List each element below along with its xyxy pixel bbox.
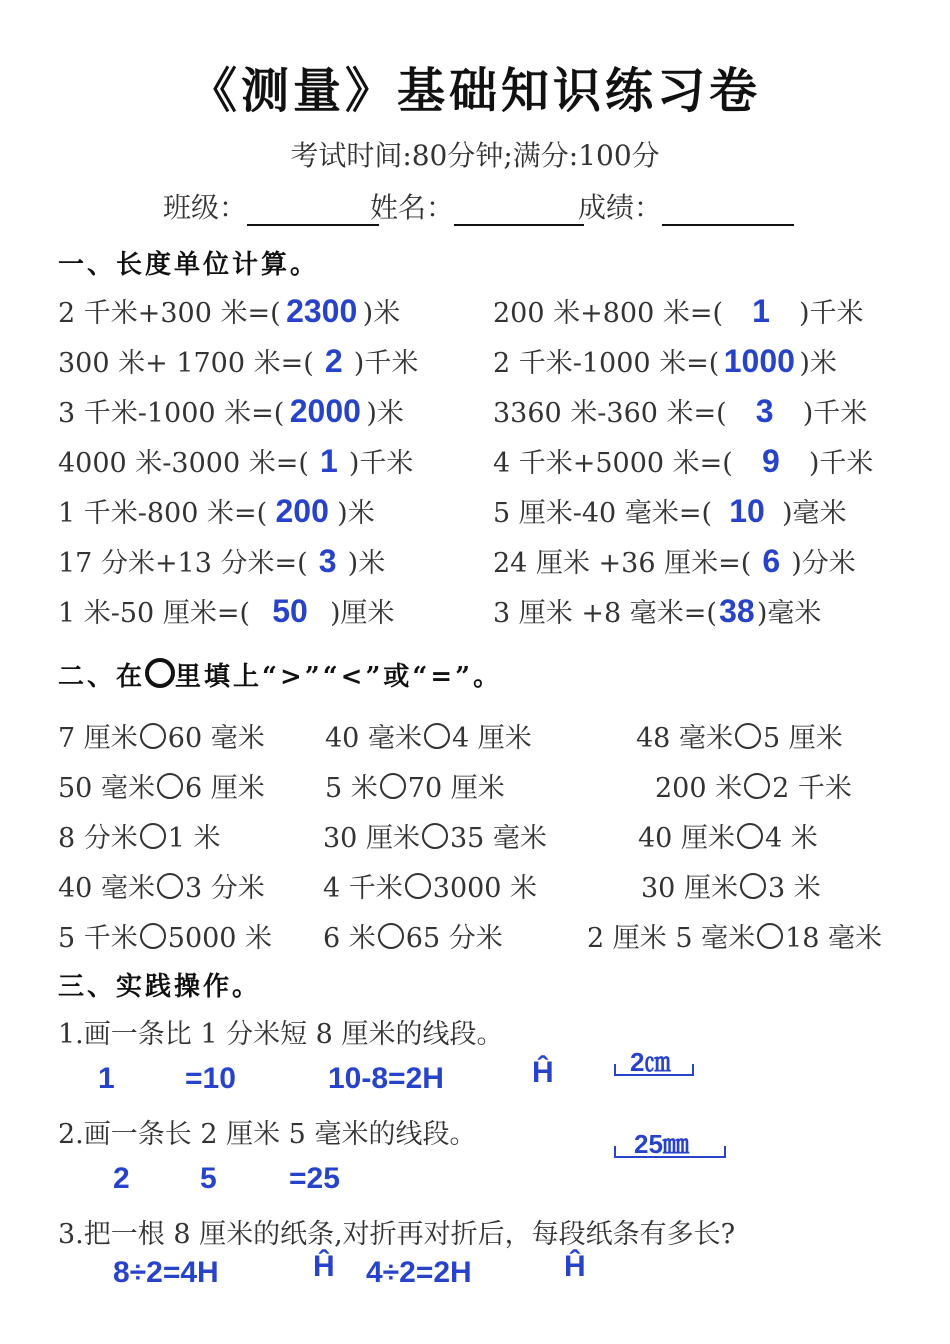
unit-text: )毫米: [756, 598, 822, 629]
question-text: 300 米+ 1700 米=(: [58, 348, 314, 379]
question-text: 3360 米-360 米=(: [493, 398, 727, 429]
compare-right: 60 毫米: [167, 723, 265, 754]
section2-heading-pre: 二、在: [58, 662, 146, 692]
unit-text: )米: [366, 398, 404, 429]
compare-left: 200 米: [655, 773, 743, 804]
unit-text: )厘米: [329, 598, 395, 629]
compare-left: 4 千米: [323, 873, 403, 904]
compare-question: [636, 716, 843, 755]
q1-work-2: =10: [185, 1062, 236, 1095]
unit-text: )千米: [353, 348, 419, 379]
calc-question: [58, 341, 418, 380]
calc-question: [493, 291, 864, 330]
compare-circle-icon[interactable]: [744, 773, 770, 799]
q2-work-2: 5: [200, 1162, 217, 1195]
question-text: 1 千米-800 米=(: [58, 498, 268, 529]
calc-question: [58, 291, 400, 330]
compare-right: 70 厘米: [407, 773, 505, 804]
compare-left: 6 米: [323, 923, 376, 954]
question-text: 2 千米+300 米=(: [58, 298, 281, 329]
q2-work-1: 2: [113, 1162, 130, 1195]
compare-left: 7 厘米: [58, 723, 138, 754]
answer[interactable]: 6: [762, 543, 781, 579]
calc-question: [58, 441, 413, 480]
q3-work-2: Ĥ: [313, 1250, 335, 1283]
calc-question: [493, 441, 873, 480]
compare-right: 4 厘米: [451, 723, 532, 754]
question-text: 4000 米-3000 米=(: [58, 448, 309, 479]
question-3-1: 1.画一条比 1 分米短 8 厘米的线段。: [58, 1019, 504, 1050]
calc-question: [58, 591, 395, 630]
question-3-2: 2.画一条长 2 厘米 5 毫米的线段。: [58, 1119, 477, 1150]
compare-circle-icon[interactable]: [424, 723, 450, 749]
compare-question: [58, 916, 272, 955]
compare-right: 35 毫米: [449, 823, 547, 854]
compare-left: 5 米: [325, 773, 378, 804]
compare-question: [638, 816, 818, 855]
answer[interactable]: 3: [318, 543, 337, 579]
q2-work-3: =25: [289, 1162, 340, 1195]
compare-question: [323, 816, 547, 855]
compare-left: 40 厘米: [638, 823, 735, 854]
compare-left: 40 毫米: [58, 873, 155, 904]
compare-left: 5 千米: [58, 923, 138, 954]
compare-question: [641, 866, 821, 905]
class-field: [163, 186, 379, 226]
compare-question: [58, 866, 265, 905]
compare-circle-icon[interactable]: [380, 773, 406, 799]
answer[interactable]: 2: [324, 343, 343, 379]
compare-circle-icon[interactable]: [140, 723, 166, 749]
question-text: 200 米+800 米=(: [493, 298, 724, 329]
unit-text: )千米: [799, 298, 864, 329]
calc-question: [493, 491, 847, 530]
compare-right: 3 分米: [184, 873, 265, 904]
q3-work-3: 4÷2=2H: [366, 1256, 472, 1289]
calc-question: [58, 391, 404, 430]
unit-text: )米: [362, 298, 401, 329]
compare-left: 48 毫米: [636, 723, 733, 754]
question-3-3: 3.把一根 8 厘米的纸条,对折再对折后，每段纸条有多长?: [58, 1219, 736, 1250]
class-blank[interactable]: [247, 196, 379, 226]
compare-circle-icon[interactable]: [157, 773, 183, 799]
calc-question: [58, 491, 375, 530]
unit-text: )毫米: [781, 498, 847, 529]
compare-right: 4 米: [764, 823, 818, 854]
compare-left: 8 分米: [58, 823, 138, 854]
answer[interactable]: 2300: [286, 293, 358, 329]
question-text: 3 厘米 +8 毫米=(: [493, 598, 717, 629]
section1-heading: 一、长度单位计算。: [58, 250, 320, 280]
compare-circle-icon[interactable]: [140, 823, 166, 849]
compare-left: 30 厘米: [641, 873, 738, 904]
q2-segment-label: 25㎜: [634, 1129, 689, 1159]
compare-right: 5 厘米: [762, 723, 843, 754]
answer[interactable]: 200: [275, 493, 329, 529]
q1-work-1: 1: [98, 1062, 115, 1095]
question-text: 5 厘米-40 毫米=(: [493, 498, 712, 529]
q2-drawn-segment: [614, 1146, 726, 1158]
compare-question: [323, 866, 537, 905]
compare-left: 50 毫米: [58, 773, 155, 804]
compare-question: [655, 766, 852, 805]
unit-text: )米: [337, 498, 375, 529]
compare-circle-icon[interactable]: [422, 823, 448, 849]
compare-circle-icon[interactable]: [757, 923, 783, 949]
answer[interactable]: 38: [719, 593, 755, 629]
answer[interactable]: 2000: [289, 393, 361, 429]
name-blank[interactable]: [454, 196, 584, 226]
q1-work-4: Ĥ: [532, 1056, 554, 1089]
calc-question: [493, 391, 867, 430]
compare-left: 30 厘米: [323, 823, 420, 854]
section2-heading-post: 里填上“>”“<”或“=”。: [175, 662, 503, 692]
question-text: 3 千米-1000 米=(: [58, 398, 285, 429]
circle-icon: [145, 658, 175, 688]
compare-circle-icon[interactable]: [737, 823, 763, 849]
compare-question: [325, 716, 532, 755]
compare-right: 1 米: [167, 823, 221, 854]
calc-question: [493, 591, 821, 630]
answer[interactable]: 1: [319, 443, 338, 479]
class-label: 班级：: [163, 191, 248, 224]
compare-left: 40 毫米: [325, 723, 422, 754]
compare-question: [58, 716, 265, 755]
answer[interactable]: 9: [761, 443, 780, 479]
question-text: 17 分米+13 分米=(: [58, 548, 308, 579]
compare-circle-icon[interactable]: [378, 923, 404, 949]
compare-left: 2 厘米 5 毫米: [587, 923, 756, 954]
name-label: 姓名：: [370, 191, 455, 224]
q1-work-3: 10-8=2H: [328, 1062, 444, 1095]
compare-right: 3000 米: [432, 873, 538, 904]
calc-question: [493, 541, 856, 580]
question-text: 24 厘米 +36 厘米=(: [493, 548, 752, 579]
answer[interactable]: 1: [752, 293, 770, 329]
compare-right: 5000 米: [167, 923, 273, 954]
compare-circle-icon[interactable]: [140, 923, 166, 949]
compare-right: 6 厘米: [184, 773, 265, 804]
compare-right: 3 米: [767, 873, 821, 904]
calc-question: [58, 541, 385, 580]
answer[interactable]: 3: [755, 393, 774, 429]
compare-question: [58, 816, 221, 855]
section2-heading: [58, 656, 502, 693]
question-text: 2 千米-1000 米=(: [493, 348, 720, 379]
compare-question: [58, 766, 265, 805]
answer[interactable]: 50: [272, 593, 308, 629]
compare-right: 65 分米: [405, 923, 503, 954]
compare-question: [587, 916, 882, 955]
unit-text: )分米: [791, 548, 856, 579]
compare-circle-icon[interactable]: [157, 873, 183, 899]
compare-circle-icon[interactable]: [735, 723, 761, 749]
exam-info: 考试时间:80分钟;满分:100分: [290, 139, 660, 172]
compare-question: [325, 766, 505, 805]
unit-text: )米: [799, 348, 837, 379]
compare-question: [323, 916, 503, 955]
compare-right: 18 毫米: [785, 923, 883, 954]
answer[interactable]: 10: [729, 493, 765, 529]
q3-work-1: 8÷2=4H: [113, 1256, 219, 1289]
unit-text: )千米: [802, 398, 868, 429]
q1-segment-label: 2㎝: [630, 1047, 671, 1077]
unit-text: )千米: [348, 448, 414, 479]
page-title: 《测量》基础知识练习卷: [188, 63, 761, 119]
name-field: [370, 186, 584, 226]
score-blank[interactable]: [662, 196, 794, 226]
answer[interactable]: 1000: [723, 343, 795, 379]
calc-question: [493, 341, 837, 380]
compare-right: 2 千米: [772, 773, 852, 804]
score-label: 成绩：: [578, 191, 663, 224]
compare-circle-icon[interactable]: [405, 873, 431, 899]
section3-heading: 三、实践操作。: [58, 972, 262, 1002]
unit-text: )米: [347, 548, 386, 579]
score-field: [578, 186, 794, 226]
q1-drawn-segment: [614, 1064, 694, 1076]
question-text: 4 千米+5000 米=(: [493, 448, 733, 479]
unit-text: )千米: [808, 448, 874, 479]
compare-circle-icon[interactable]: [740, 873, 766, 899]
question-text: 1 米-50 厘米=(: [58, 598, 250, 629]
q3-work-4: Ĥ: [564, 1250, 586, 1283]
